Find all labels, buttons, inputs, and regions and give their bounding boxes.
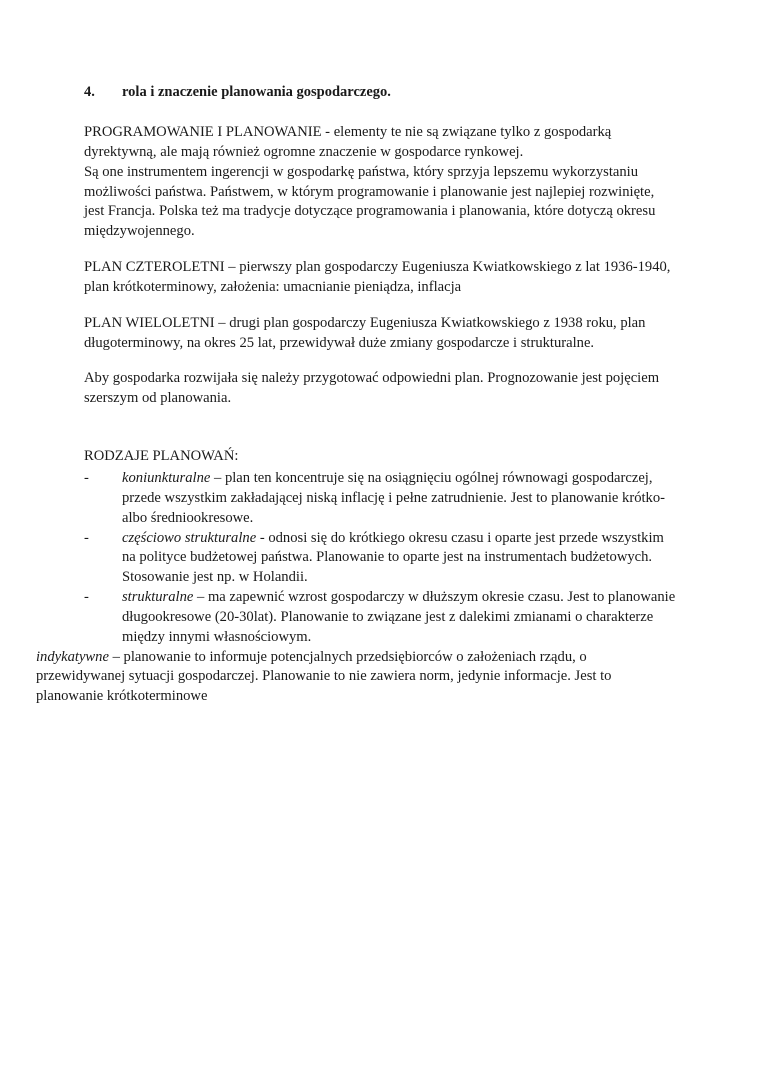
list-item-text: – planowanie to informuje potencjalnych przedsiębiorców o założeniach rządu, o przewidywanej sytuacji gospodarczej. Planowanie to nie zawiera norm, jedynie informacje. Jest to planowanie krótkoterminowe — [36, 648, 612, 705]
section-heading — [84, 84, 676, 101]
list-item-term: indykatywne — [36, 648, 109, 665]
list-marker: - — [84, 529, 89, 546]
list-item-text: - odnosi się do krótkiego okresu czasu i oparte jest przede wszystkim na polityce budżetowej państwa. Planowanie to oparte jest na instrumentach budżetowych. Stosowanie jest np. w Holandii. — [122, 529, 664, 586]
section-spacer — [84, 425, 676, 447]
list-item-text: – ma zapewnić wzrost gospodarczy w dłuższym okresie czasu. Jest to planowanie długookresowe (20-30lat). Planowanie to związane jest z dalekimi zmianami o charakterze między innymi własnościowym. — [122, 589, 676, 645]
paragraph-prognozowanie: Aby gospodarka rozwijała się należy przygotować odpowiedni plan. Prognozowanie jest pojęciem szerszym od planowania. — [84, 370, 660, 407]
heading-title: rola i znaczenie planowania gospodarczego. — [122, 84, 391, 100]
list-item-term: koniunkturalne — [122, 469, 211, 486]
heading-number: 4. — [84, 84, 95, 100]
paragraph-programowanie: PROGRAMOWANIE I PLANOWANIE - elementy te nie są związane tylko z gospodarką dyrektywną, ale mają również ogromne znaczenie w gospodarce rynkowej. — [84, 124, 612, 160]
list-item-body — [122, 588, 676, 648]
body-text — [36, 123, 676, 707]
document-content — [36, 84, 676, 707]
list-item-text: – plan ten koncentruje się na osiągnięciu ogólnej równowagi gospodarczej, przede wszystkim zakładającej niską inflację i pełne zatrudnienie. Jest to planowanie krótko- albo średniookresowe. — [122, 469, 666, 526]
list-item-body — [122, 469, 676, 529]
list-item-body — [122, 529, 676, 589]
paragraph-plan-wieloletni: PLAN WIELOLETNI – drugi plan gospodarczy Eugeniusza Kwiatkowskiego z 1938 roku, plan długoterminowy, na okres 25 lat, przewidywał duże zmiany gospodarcze i strukturalne. — [84, 314, 646, 351]
list-marker: - — [84, 589, 89, 606]
list-item-indykatywne — [36, 648, 676, 708]
list-item — [84, 588, 676, 648]
list-item — [84, 469, 676, 529]
list-item-term: częściowo strukturalne — [122, 529, 257, 546]
planning-types-section — [36, 447, 676, 707]
list-marker: - — [84, 469, 89, 486]
list-item-term: strukturalne — [122, 589, 194, 606]
list-item — [84, 529, 676, 589]
paragraph-instrumenty: Są one instrumentem ingerencji w gospodarkę państwa, który sprzyja lepszemu wykorzystaniu możliwości państwa. Państwem, w którym programowanie i planowanie jest najlepiej rozwinięte, jest Francja. Polska też ma tradycje dotyczące programowania i planowania, które dotyczą okresu międzywojennego. — [84, 163, 656, 240]
paragraph-plan-czteroletni: PLAN CZTEROLETNI – pierwszy plan gospodarczy Eugeniusza Kwiatkowskiego z lat 1936-1940, plan krótkoterminowy, założenia: umacnianie pieniądza, inflacja — [84, 259, 671, 295]
list-title: RODZAJE PLANOWAŃ: — [84, 448, 239, 465]
